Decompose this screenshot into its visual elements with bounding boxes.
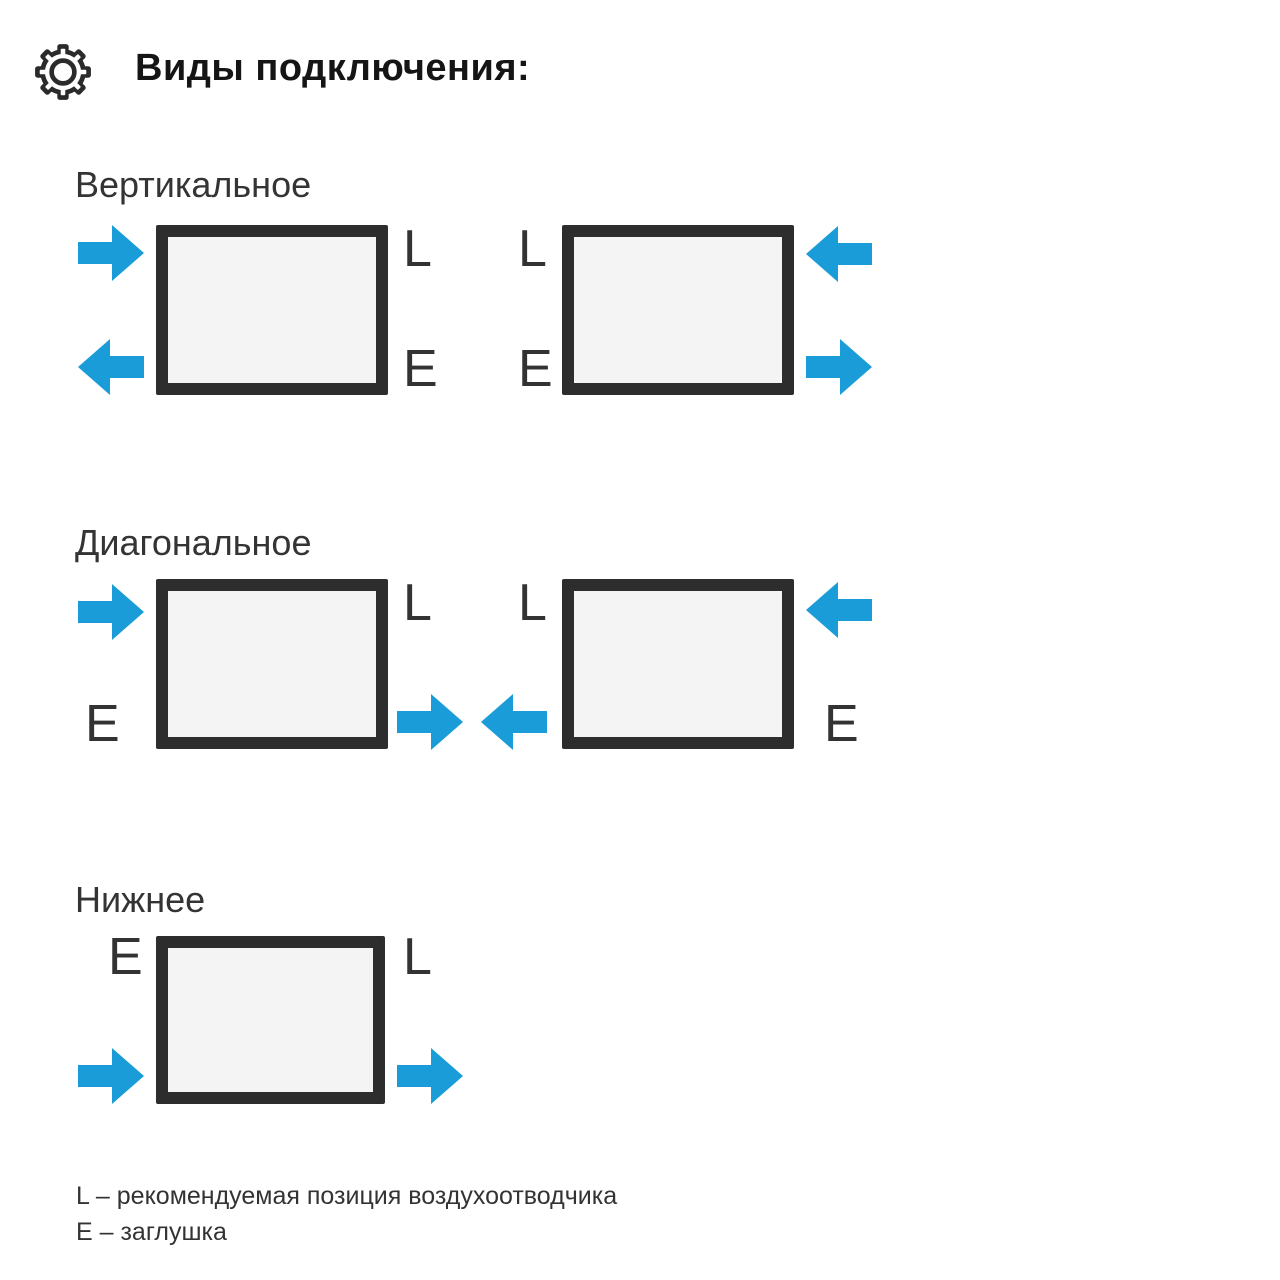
port-label-e: E (403, 340, 438, 398)
flow-arrow-right-icon (78, 1048, 144, 1104)
flow-arrow-left-icon (806, 226, 872, 282)
legend-line-l: L – рекомендуемая позиция воздухоотводчика (76, 1182, 618, 1210)
legend (76, 1178, 617, 1250)
legend-line-e: E – заглушка (76, 1218, 227, 1246)
port-label-l: L (518, 220, 547, 278)
flow-arrow-left-icon (481, 694, 547, 750)
port-label-l: L (518, 574, 547, 632)
radiator-panel (156, 579, 388, 749)
flow-arrow-right-icon (78, 225, 144, 281)
port-label-l: L (403, 928, 432, 986)
radiator-panel (156, 225, 388, 395)
flow-arrow-right-icon (806, 339, 872, 395)
section-title-vertical: Вертикальное (75, 164, 312, 205)
port-label-e: E (85, 695, 120, 753)
port-label-e: E (108, 928, 143, 986)
flow-arrow-right-icon (397, 1048, 463, 1104)
flow-arrow-right-icon (78, 584, 144, 640)
flow-arrow-right-icon (397, 694, 463, 750)
page-title: Виды подключения: (135, 47, 531, 89)
section-title-diagonal: Диагональное (75, 522, 312, 563)
section-title-bottom: Нижнее (75, 879, 206, 920)
flow-arrow-left-icon (806, 582, 872, 638)
port-label-e: E (824, 695, 859, 753)
gear-icon (33, 42, 93, 102)
radiator-panel (562, 225, 794, 395)
radiator-panel (156, 936, 385, 1104)
port-label-l: L (403, 574, 432, 632)
port-label-e: E (518, 340, 553, 398)
port-label-l: L (403, 220, 432, 278)
radiator-panel (562, 579, 794, 749)
flow-arrow-left-icon (78, 339, 144, 395)
